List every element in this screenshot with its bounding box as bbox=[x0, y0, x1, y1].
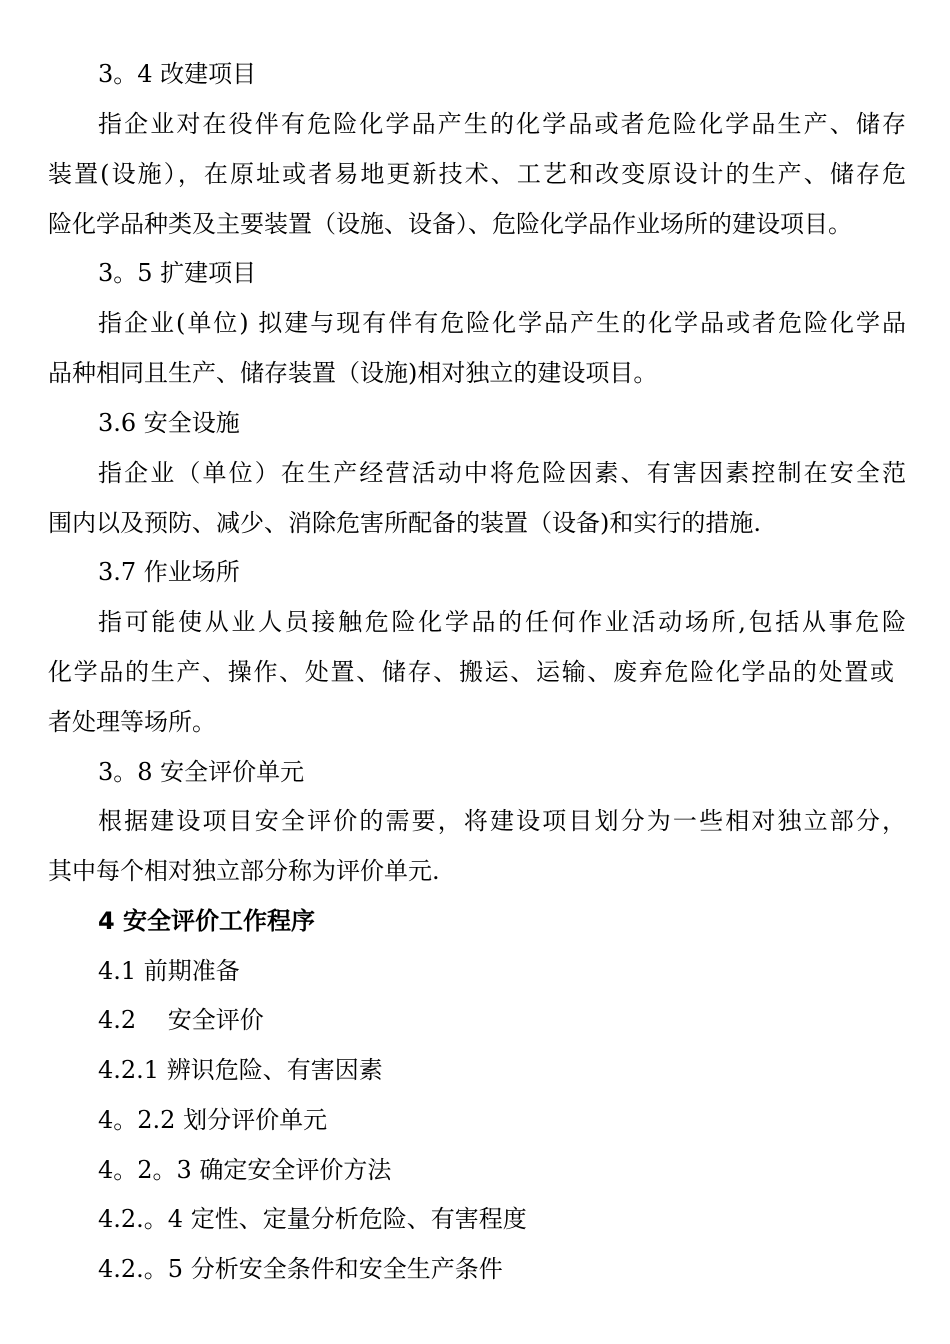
paragraph-line: 指企业对在役伴有危险化学品产生的化学品或者危险化学品生产、储存 bbox=[98, 110, 906, 138]
section-heading-3-6: 3.6 安全设施 bbox=[98, 409, 240, 437]
section-heading-4-2-2: 4。2.2 划分评价单元 bbox=[98, 1106, 328, 1134]
chapter-heading-4: 4 安全评价工作程序 bbox=[98, 907, 316, 935]
section-heading-3-5: 3。5 扩建项目 bbox=[98, 259, 257, 287]
section-heading-4-2-1: 4.2.1 辨识危险、有害因素 bbox=[98, 1056, 383, 1084]
paragraph-line: 围内以及预防、减少、消除危害所配备的装置（设备)和实行的措施. bbox=[48, 509, 761, 537]
section-heading-3-7: 3.7 作业场所 bbox=[98, 558, 240, 586]
paragraph-line: 化学品的生产、操作、处置、储存、搬运、运输、废弃危险化学品的处置或 bbox=[48, 658, 894, 686]
paragraph-line: 险化学品种类及主要装置（设施、设备）、危险化学品作业场所的建设项目。 bbox=[48, 210, 852, 238]
paragraph-line: 指可能使从业人员接触危险化学品的任何作业活动场所,包括从事危险 bbox=[98, 608, 906, 636]
section-heading-4-2-4: 4.2.。4 定性、定量分析危险、有害程度 bbox=[98, 1205, 527, 1233]
paragraph-line: 品种相同且生产、储存装置（设施)相对独立的建设项目。 bbox=[48, 359, 658, 387]
paragraph-line: 者处理等场所。 bbox=[48, 708, 216, 736]
section-heading-3-4: 3。4 改建项目 bbox=[98, 60, 257, 88]
paragraph-line: 指企业(单位) 拟建与现有伴有危险化学品产生的化学品或者危险化学品 bbox=[98, 309, 906, 337]
section-heading-4-2: 4.2 安全评价 bbox=[98, 1006, 264, 1034]
paragraph-line: 其中每个相对独立部分称为评价单元. bbox=[48, 857, 440, 885]
section-heading-4-2-5: 4.2.。5 分析安全条件和安全生产条件 bbox=[98, 1255, 503, 1283]
paragraph-line: 指企业（单位）在生产经营活动中将危险因素、有害因素控制在安全范 bbox=[98, 459, 906, 487]
section-heading-4-2-3: 4。2。3 确定安全评价方法 bbox=[98, 1156, 392, 1184]
paragraph-line: 装置(设施），在原址或者易地更新技术、工艺和改变原设计的生产、储存危 bbox=[48, 160, 906, 188]
section-heading-4-1: 4.1 前期准备 bbox=[98, 957, 240, 985]
section-heading-3-8: 3。8 安全评价单元 bbox=[98, 758, 305, 786]
paragraph-line: 根据建设项目安全评价的需要，将建设项目划分为一些相对独立部分， bbox=[98, 807, 906, 835]
